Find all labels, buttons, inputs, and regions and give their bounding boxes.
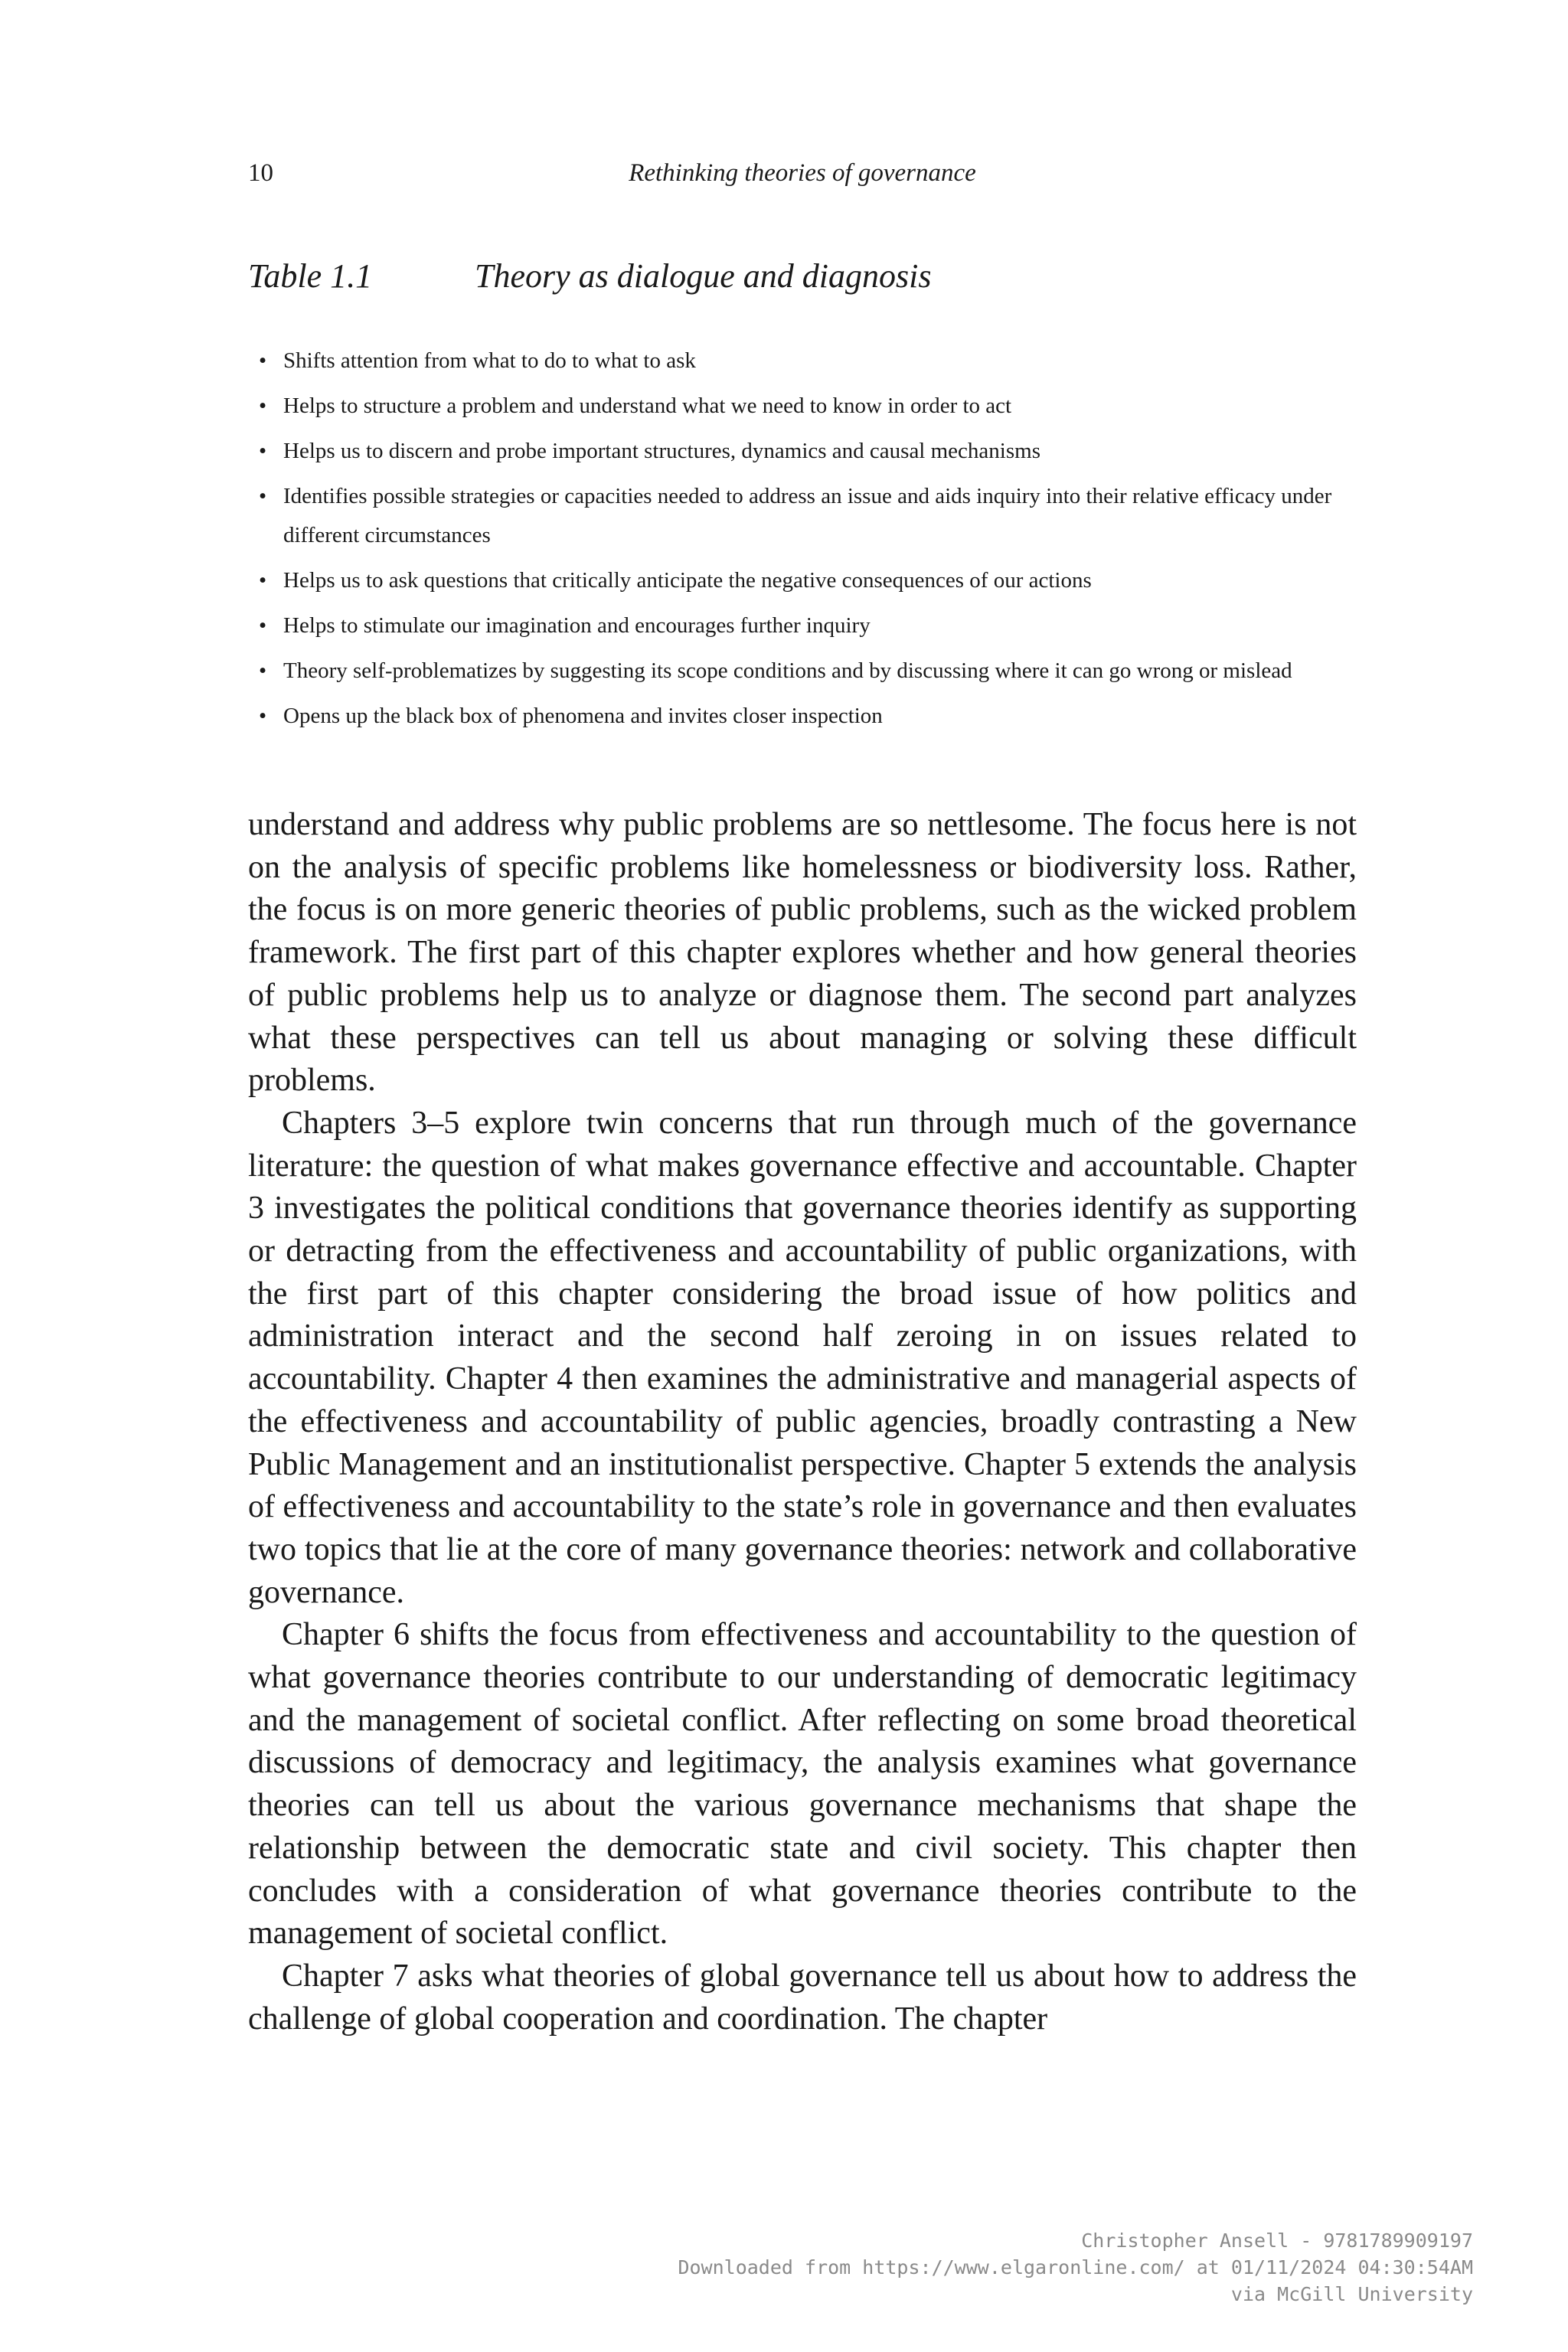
list-item: [248, 477, 1357, 555]
download-watermark: [678, 2227, 1473, 2308]
table-title: Theory as dialogue and diagnosis: [475, 257, 932, 295]
bullet-icon: •: [259, 568, 267, 593]
list-item: [248, 561, 1357, 600]
list-item: [248, 606, 1357, 645]
list-item-text: Helps to structure a problem and understand what we need to know in order to act: [283, 394, 1012, 418]
watermark-author-line: Christopher Ansell - 9781789909197: [1081, 2230, 1473, 2252]
watermark-source-line: Downloaded from https://www.elgaronline.com/ at 01/11/2024 04:30:54AM: [678, 2256, 1473, 2278]
list-item: [248, 652, 1357, 691]
list-item-text: Identifies possible strategies or capacities needed to address an issue and aids inquiry into their relative efficacy under different circumstances: [283, 484, 1332, 547]
body-text: [248, 804, 1357, 2040]
table-caption: [248, 256, 932, 297]
body-paragraph: Chapter 6 shifts the focus from effectiveness and accountability to the question of what governance theories contribute to our understanding of democratic legitimacy and the management of societal conflict. After reflecting on some broad theoretical discussions of democracy and legitimacy, the analysis examines what governance theories can tell us about the various governance mechanisms that shape the relationship between the democratic state and civil society. This chapter then concludes with a consideration of what governance theories contribute to the management of societal conflict.: [248, 1617, 1357, 1952]
watermark-institution-line: via McGill University: [1230, 2283, 1473, 2305]
list-item: [248, 387, 1357, 426]
bullet-icon: •: [259, 658, 267, 683]
page-number: 10: [248, 159, 273, 187]
bullet-icon: •: [259, 439, 267, 463]
list-item-text: Opens up the black box of phenomena and invites closer inspection: [283, 704, 883, 728]
list-item-text: Shifts attention from what to do to what to ask: [283, 348, 696, 373]
list-item-text: Helps to stimulate our imagination and encourages further inquiry: [283, 613, 871, 638]
list-item-text: Theory self-problematizes by suggesting its scope conditions and by discussing where it can go wrong or mislead: [283, 658, 1292, 683]
list-item: [248, 432, 1357, 471]
bullet-icon: •: [259, 484, 267, 508]
bullet-icon: •: [259, 613, 267, 638]
body-paragraph: understand and address why public problems are so nettlesome. The focus here is not on the analysis of specific problems like homelessness or biodiversity loss. Rather, the focus is on more generic theories of public problems, such as the wicked problem framework. The first part of this chapter explores whether and how general theories of public problems help us to analyze or diagnose them. The second part analyzes what these perspectives can tell us about managing or solving these difficult problems.: [248, 807, 1357, 1099]
bullet-icon: •: [259, 348, 267, 373]
body-paragraph: Chapters 3–5 explore twin concerns that run through much of the governance literature: the question of what makes governance effective and accountable. Chapter 3 investigates the political conditions that governance theories identify as supporting or detracting from the effectiveness and accountability of public organizations, with the first part of this chapter considering the broad issue of how politics and administration interact and the second half zeroing in on issues related to accountability. Chapter 4 then examines the administrative and managerial aspects of the effectiveness and accountability of public agencies, broadly contrasting a New Public Management and an institutionalist perspective. Chapter 5 extends the analysis of effectiveness and accountability to the state’s role in governance and then evaluates two topics that lie at the core of many governance theories: network and collaborative governance.: [248, 1105, 1357, 1610]
running-head: Rethinking theories of governance: [629, 159, 976, 187]
body-paragraph: Chapter 7 asks what theories of global governance tell us about how to address the challenge of global cooperation and coordination. The chapter: [248, 1958, 1357, 2037]
list-item: [248, 341, 1357, 381]
bullet-icon: •: [259, 704, 267, 728]
list-item-text: Helps us to discern and probe important structures, dynamics and causal mechanisms: [283, 439, 1040, 463]
table-label: Table 1.1: [248, 257, 373, 295]
table-bullet-list: [248, 341, 1357, 742]
bullet-icon: •: [259, 394, 267, 418]
list-item-text: Helps us to ask questions that critically anticipate the negative consequences of our actions: [283, 568, 1092, 593]
list-item: [248, 697, 1357, 736]
